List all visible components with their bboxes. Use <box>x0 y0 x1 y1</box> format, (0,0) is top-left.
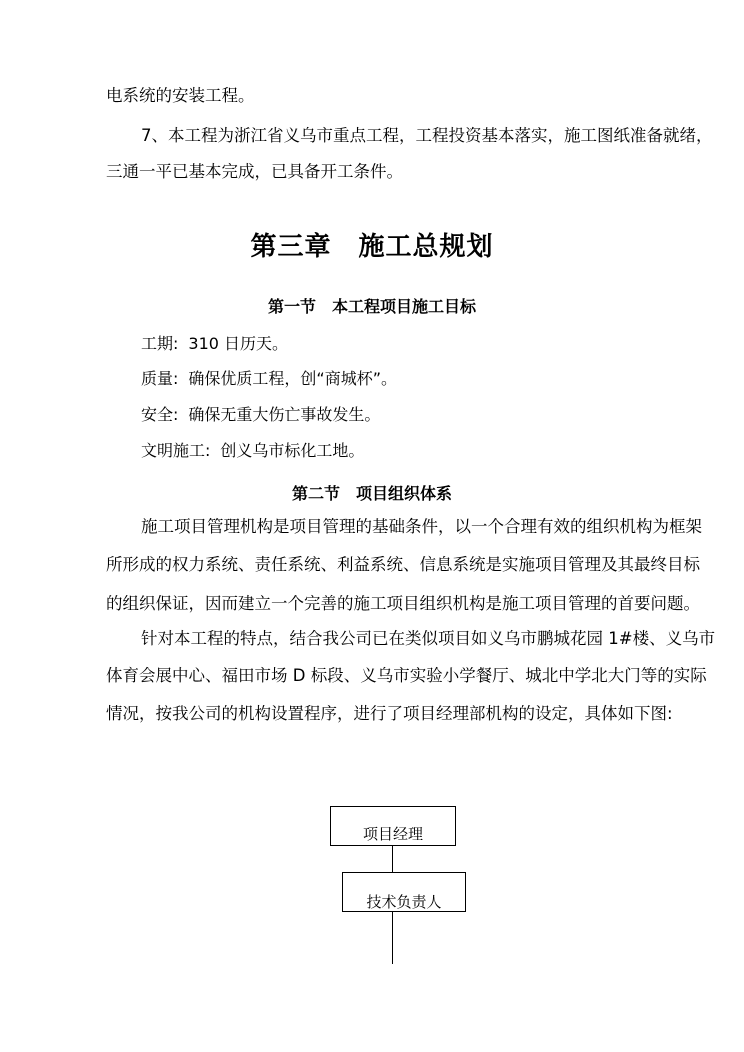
para2-line-2: 体育会展中心、福田市场 D 标段、义乌市实验小学餐厅、城北中学北大门等的实际 <box>106 666 707 685</box>
field-value: 确保无重大伤亡事故发生。 <box>188 405 381 424</box>
section-1-title: 第一节 本工程项目施工目标 <box>267 297 476 316</box>
section-2-title: 第二节 项目组织体系 <box>291 484 452 503</box>
field-value: 创义乌市标化工地。 <box>220 441 365 460</box>
chapter-title: 第三章 施工总规划 <box>250 232 494 262</box>
para1-line-3: 的组织保证，因而建立一个完善的施工项目组织机构是施工项目管理的首要问题。 <box>106 594 700 613</box>
field-civilized <box>141 441 364 461</box>
field-label: 质量: <box>141 369 179 388</box>
field-label: 文明施工: <box>141 441 211 460</box>
org-box-label: 技术负责人 <box>366 893 442 911</box>
para1-line-2: 所形成的权力系统、责任系统、利益系统、信息系统是实施项目管理及其最终目标 <box>106 555 700 574</box>
intro-line-1: 电系统的安装工程。 <box>106 86 255 105</box>
org-connector-1 <box>392 846 393 872</box>
org-box-technical-lead <box>342 872 466 912</box>
field-duration <box>141 334 288 354</box>
field-safety <box>141 405 380 425</box>
intro-line-3: 三通一平已基本完成，已具备开工条件。 <box>106 162 403 181</box>
para1-line-1: 施工项目管理机构是项目管理的基础条件，以一个合理有效的组织机构为框架 <box>141 517 702 536</box>
org-box-label: 项目经理 <box>362 825 423 843</box>
field-label: 工期: <box>141 334 179 353</box>
field-label: 安全: <box>141 405 179 424</box>
field-value: 310 日历天。 <box>188 334 289 353</box>
field-value: 确保优质工程，创“商城杯”。 <box>188 369 397 388</box>
para2-line-1: 针对本工程的特点，结合我公司已在类似项目如义乌市鹏城花园 1#楼、义乌市 <box>141 629 716 648</box>
org-connector-2 <box>392 912 393 964</box>
org-box-project-manager <box>330 806 456 846</box>
para2-line-3: 情况，按我公司的机构设置程序，进行了项目经理部机构的设定，具体如下图: <box>106 704 673 723</box>
intro-line-2: 7、本工程为浙江省义乌市重点工程，工程投资基本落实，施工图纸准备就绪， <box>141 126 713 145</box>
field-quality <box>141 369 397 389</box>
